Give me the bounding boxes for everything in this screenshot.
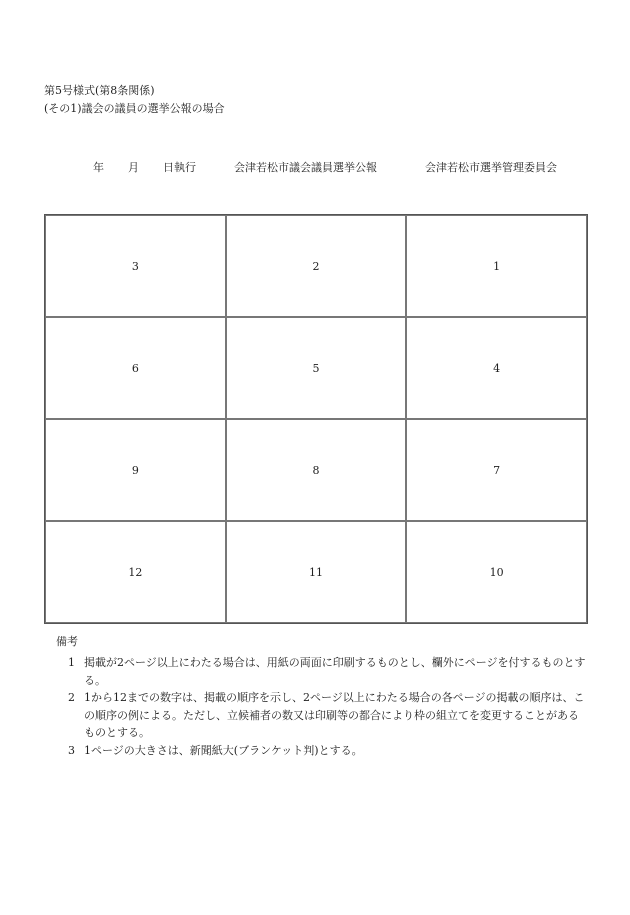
form-subtitle: (その1)議会の議員の選挙公報の場合 (44, 102, 225, 115)
grid-cell: 6 (45, 317, 226, 419)
note-text: 掲載が2ページ以上にわたる場合は、用紙の両面に印刷するものとし、欄外にページを付するものとする。 (84, 656, 586, 687)
note-item (68, 689, 588, 742)
note-item (68, 654, 588, 689)
note-number: 1 (68, 656, 75, 669)
grid-cell: 1 (406, 215, 587, 317)
layout-grid (44, 214, 588, 624)
note-number: 3 (68, 744, 75, 757)
publication-header (0, 161, 630, 175)
header-day-issue: 日執行 (163, 161, 196, 174)
note-text: 1から12までの数字は、掲載の順序を示し、2ページ以上にわたる場合の各ページの掲載の順序は、この順序の例による。ただし、立候補者の数又は印刷等の都合により枠の組立てを変更することがあるものとする。 (84, 691, 585, 739)
header-year: 年 (93, 161, 104, 174)
grid-cell: 2 (226, 215, 407, 317)
grid-cell: 4 (406, 317, 587, 419)
header-publication-title: 会津若松市議会議員選挙公報 (234, 161, 377, 174)
note-number: 2 (68, 691, 75, 704)
grid-cell: 3 (45, 215, 226, 317)
grid-cell: 10 (406, 521, 587, 623)
grid-cell: 9 (45, 419, 226, 521)
grid-cell: 11 (226, 521, 407, 623)
form-number: 第5号様式(第8条関係) (44, 84, 155, 97)
grid-cell: 8 (226, 419, 407, 521)
note-item (68, 742, 588, 760)
notes-title: 備考 (56, 635, 78, 648)
grid-cell: 5 (226, 317, 407, 419)
note-text: 1ページの大きさは、新聞紙大(ブランケット判)とする。 (84, 744, 363, 757)
grid-cell: 7 (406, 419, 587, 521)
grid-cell: 12 (45, 521, 226, 623)
header-month: 月 (128, 161, 139, 174)
header-committee: 会津若松市選挙管理委員会 (425, 161, 557, 174)
